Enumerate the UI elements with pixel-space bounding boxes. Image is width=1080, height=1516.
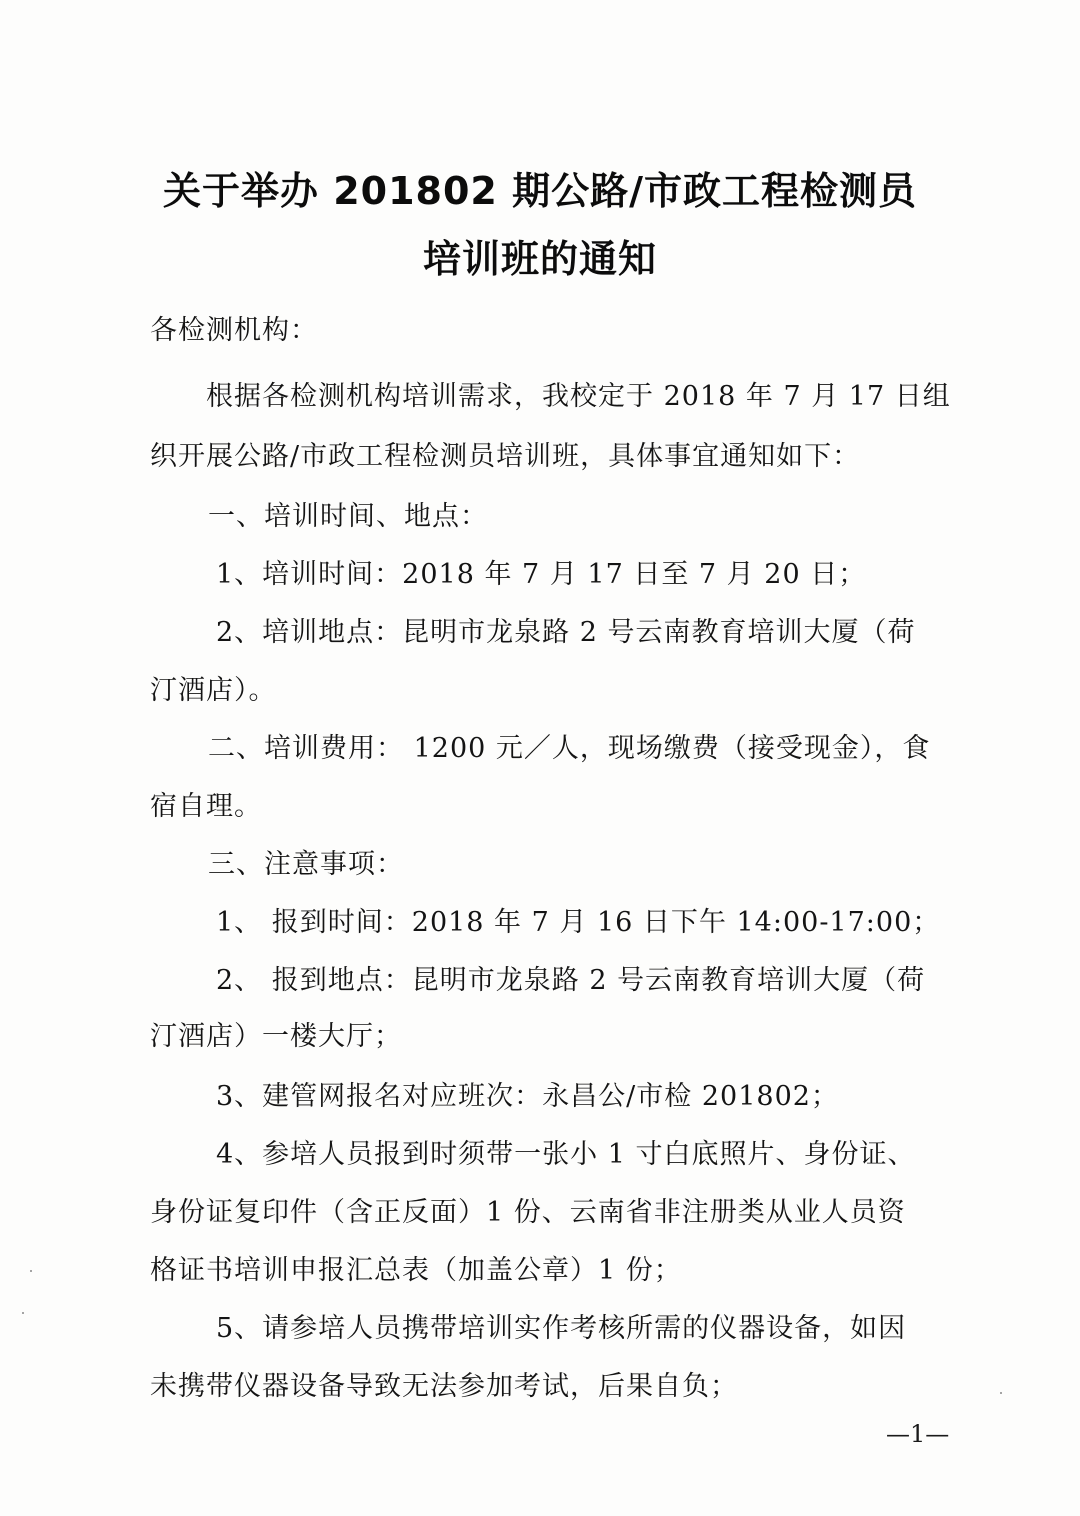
scan-speck [1000,1392,1002,1394]
section-3-item-2-line-1: 2、 报到地点：昆明市龙泉路 2 号云南教育培训大厦（荷 [216,965,926,996]
salutation: 各检测机构： [150,315,318,346]
section-3-item-4-line-1: 4、参培人员报到时须带一张小 1 寸白底照片、身份证、 [216,1139,916,1170]
scan-speck [22,1312,24,1314]
section-3-item-4-line-3: 格证书培训申报汇总表（加盖公章）1 份； [150,1255,682,1286]
document-title-line-1: 关于举办 201802 期公路/市政工程检测员 [163,169,917,213]
section-2-line-1: 二、培训费用： 1200 元／人，现场缴费（接受现金），食 [208,733,931,764]
section-3-item-4-line-2: 身份证复印件（含正反面）1 份、云南省非注册类从业人员资 [150,1197,906,1228]
page-number: —1— [886,1420,950,1448]
document-title-line-2: 培训班的通知 [422,237,657,281]
section-1-item-1: 1、培训时间：2018 年 7 月 17 日至 7 月 20 日； [216,559,867,590]
section-2-line-2: 宿自理。 [150,791,262,822]
scan-speck [30,1270,32,1272]
section-3-item-5-line-1: 5、请参培人员携带培训实作考核所需的仪器设备，如因 [216,1313,907,1344]
section-3-heading: 三、注意事项： [208,849,404,880]
section-3-item-3: 3、建管网报名对应班次：永昌公/市检 201802； [216,1081,839,1112]
intro-paragraph-line-2: 织开展公路/市政工程检测员培训班，具体事宜通知如下： [150,441,861,472]
section-1-item-2-line-1: 2、培训地点：昆明市龙泉路 2 号云南教育培训大厦（荷 [216,617,916,648]
section-1-item-2-line-2: 汀酒店）。 [150,675,277,706]
section-3-item-1: 1、 报到时间：2018 年 7 月 16 日下午 14:00-17:00； [216,907,941,938]
section-1-heading: 一、培训时间、地点： [208,501,488,532]
section-3-item-2-line-2: 汀酒店）一楼大厅； [150,1021,402,1052]
section-3-item-5-line-2: 未携带仪器设备导致无法参加考试，后果自负； [150,1371,738,1402]
intro-paragraph-line-1: 根据各检测机构培训需求，我校定于 2018 年 7 月 17 日组 [206,381,951,412]
